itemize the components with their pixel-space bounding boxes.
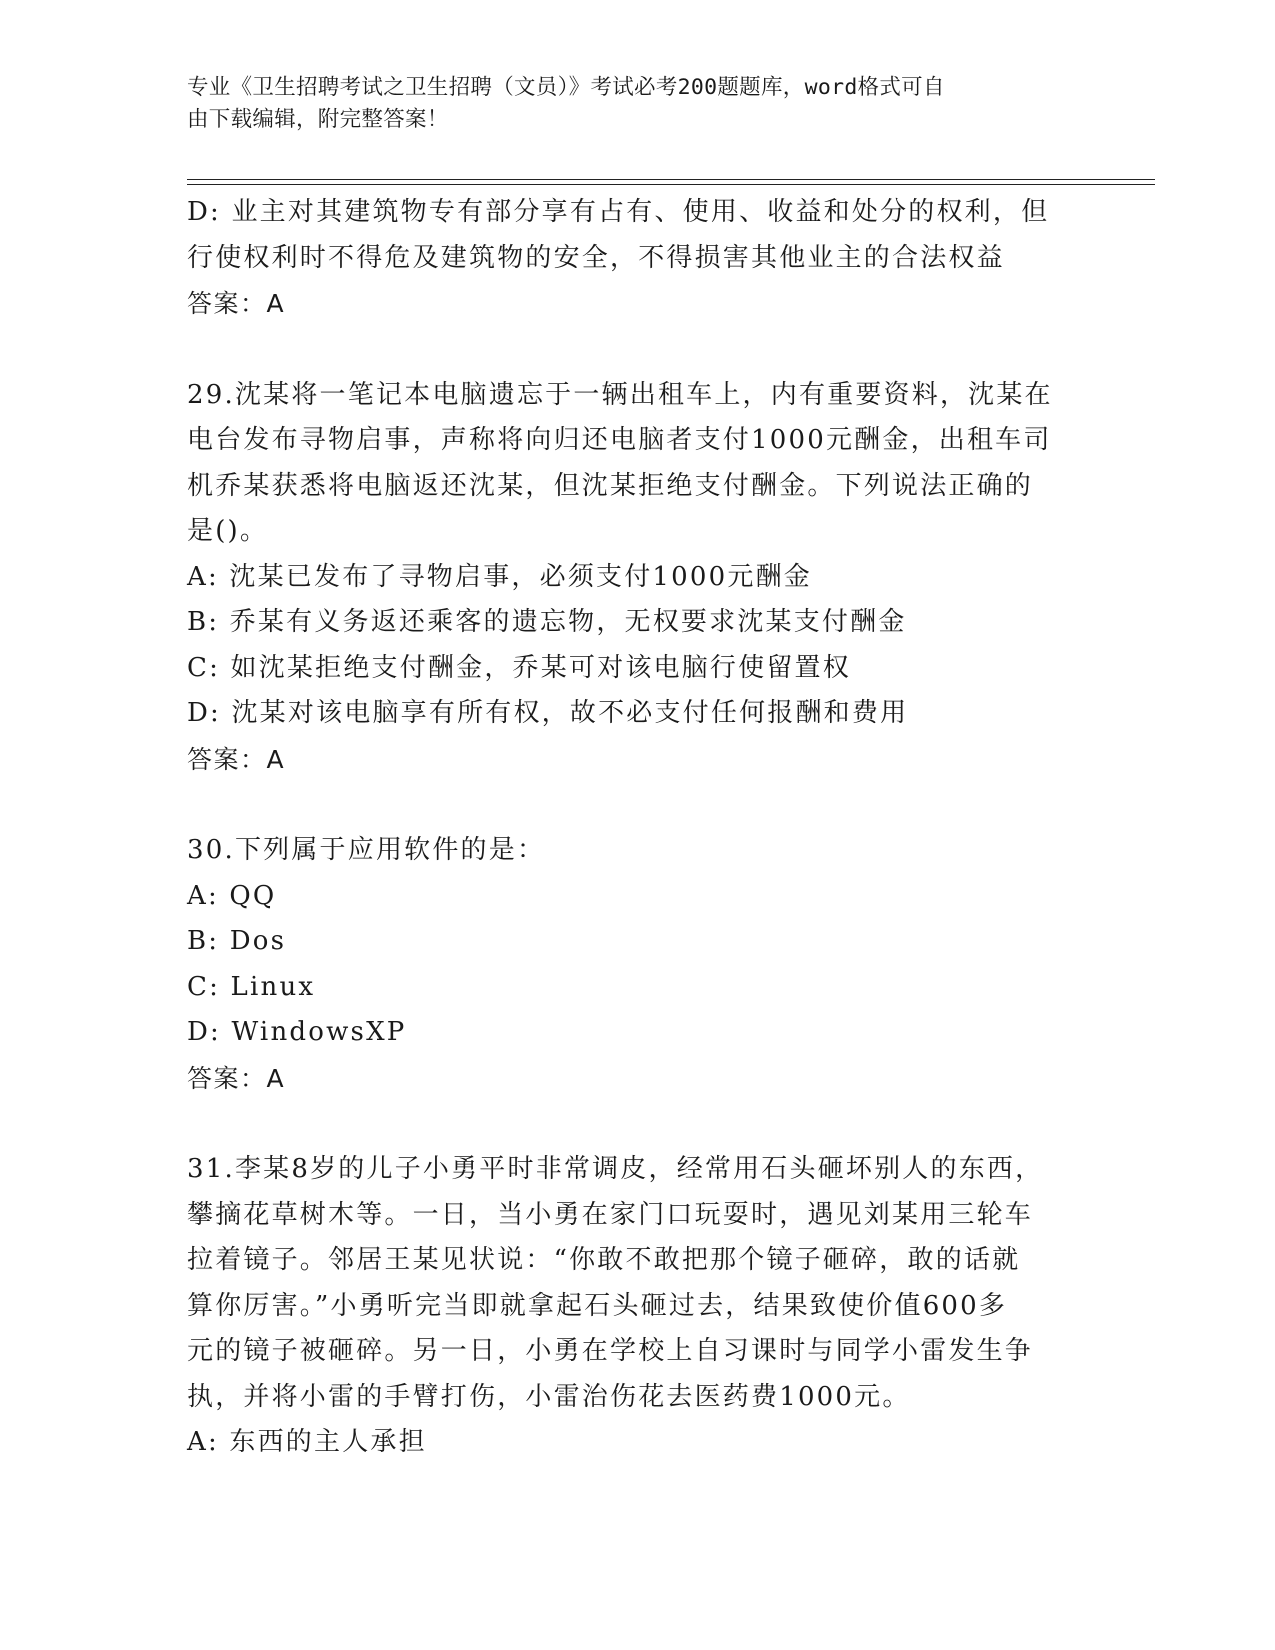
q29-option-c: C: 如沈某拒绝支付酬金，乔某可对该电脑行使留置权 — [187, 652, 851, 683]
question-30 — [187, 828, 1087, 1101]
header-rule-bottom — [187, 184, 1155, 185]
q31-stem-line-5: 元的镜子被砸碎。另一日，小勇在学校上自习课时与同学小雷发生争 — [187, 1336, 1034, 1366]
q30-option-c: C: Linux — [187, 971, 316, 1002]
question-content — [187, 190, 1087, 1466]
q30-stem-line-1: 30.下列属于应用软件的是： — [187, 835, 546, 865]
q30-option-d: D: WindowsXP — [187, 1017, 407, 1047]
spacer — [187, 782, 1087, 828]
header-rule-top — [187, 179, 1155, 180]
q29-answer: 答案：A — [187, 744, 286, 774]
q31-stem-line-6: 执，并将小雷的手臂打伤，小雷治伤花去医药费1000元。 — [187, 1381, 911, 1412]
prev-option-d-line-2: 行使权利时不得危及建筑物的安全，不得损害其他业主的合法权益 — [187, 242, 1005, 273]
q31-stem-line-2: 攀摘花草树木等。一日，当小勇在家门口玩耍时，遇见刘某用三轮车 — [187, 1199, 1034, 1230]
prev-question-block — [187, 190, 1087, 327]
header-line-2: 由下载编辑，附完整答案！ — [187, 107, 449, 132]
q30-option-b: B: Dos — [187, 926, 287, 956]
question-29 — [187, 373, 1087, 783]
spacer — [187, 327, 1087, 373]
q29-stem-line-1: 29.沈某将一笔记本电脑遗忘于一辆出租车上，内有重要资料，沈某在 — [187, 379, 1053, 410]
q31-option-a: A: 东西的主人承担 — [187, 1427, 427, 1457]
q31-stem-line-3: 拉着镜子。邻居王某见状说：“你敢不敢把那个镜子砸碎，敢的话就 — [187, 1245, 1021, 1275]
question-31 — [187, 1147, 1087, 1466]
q29-stem-line-3: 机乔某获悉将电脑返还沈某，但沈某拒绝支付酬金。下列说法正确的 — [187, 470, 1034, 501]
q29-stem-line-2: 电台发布寻物启事，声称将向归还电脑者支付1000元酬金，出租车司 — [187, 425, 1052, 455]
q29-option-d: D: 沈某对该电脑享有所有权，故不必支付任何报酬和费用 — [187, 698, 909, 728]
prev-answer: 答案：A — [187, 289, 286, 318]
q29-option-b: B: 乔某有义务返还乘客的遗忘物，无权要求沈某支付酬金 — [187, 607, 907, 637]
document-header — [187, 72, 1067, 136]
q31-stem-line-4: 算你厉害。”小勇听完当即就拿起石头砸过去，结果致使价值600多 — [187, 1290, 1008, 1321]
q30-option-a: A: QQ — [187, 880, 277, 911]
q29-stem-line-4: 是()。 — [187, 516, 269, 546]
q29-option-a: A: 沈某已发布了寻物启事，必须支付1000元酬金 — [187, 561, 812, 592]
q30-answer: 答案：A — [187, 1063, 286, 1093]
spacer — [187, 1101, 1087, 1147]
prev-option-d-line-1: D: 业主对其建筑物专有部分享有占有、使用、收益和处分的权利，但 — [187, 197, 1050, 227]
header-line-1: 专业《卫生招聘考试之卫生招聘（文员）》考试必考200题题库，word格式可自 — [187, 75, 945, 100]
q31-stem-line-1: 31.李某8岁的儿子小勇平时非常调皮，经常用石头砸坏别人的东西， — [187, 1154, 1044, 1184]
